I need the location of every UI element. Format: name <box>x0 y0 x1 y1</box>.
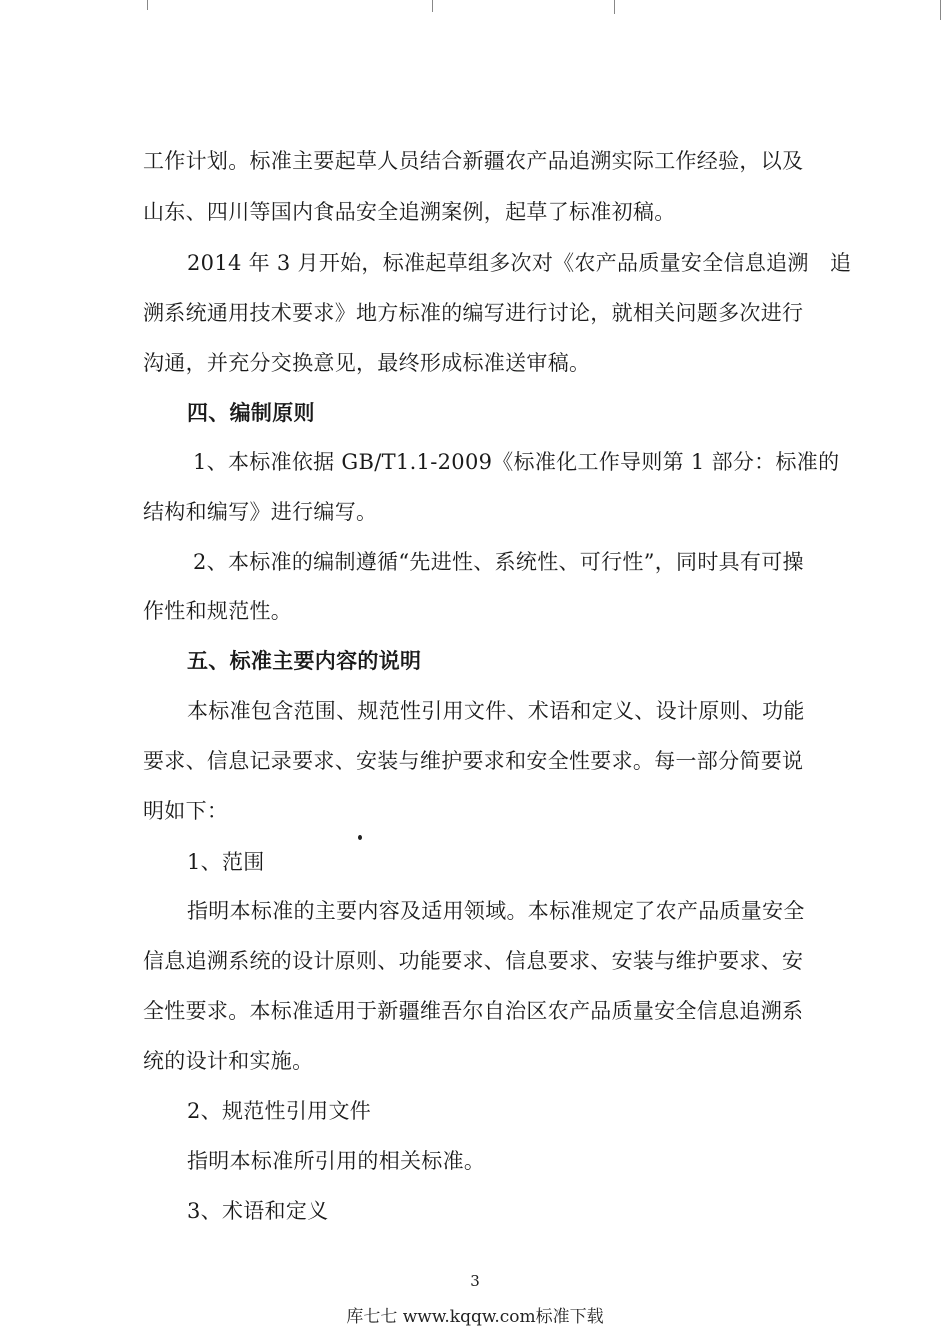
body-text-line: 指明本标准的主要内容及适用领域。本标准规定了农产品质量安全 <box>187 899 805 923</box>
body-text-line: 信息追溯系统的设计原则、功能要求、信息要求、安装与维护要求、安 <box>143 949 804 973</box>
scan-speck <box>358 835 362 840</box>
section-heading: 四、编制原则 <box>187 400 315 425</box>
scan-mark <box>940 0 941 20</box>
body-text-line: 1、本标准依据 GB/T1.1-2009《标准化工作导则第 1 部分：标准的 <box>193 450 840 474</box>
body-text-line: 统的设计和实施。 <box>143 1049 314 1073</box>
body-text-line: 明如下： <box>143 799 229 823</box>
footer-watermark-text: 库七七 www.kqqw.com标准下载 <box>346 1307 604 1327</box>
subsection-heading: 2、规范性引用文件 <box>187 1099 372 1123</box>
body-text-line: 2、本标准的编制遵循“先进性、系统性、可行性”，同时具有可操 <box>193 550 804 574</box>
section-heading: 五、标准主要内容的说明 <box>187 648 422 673</box>
scan-mark <box>614 0 615 14</box>
body-text-line: 工作计划。标准主要起草人员结合新疆农产品追溯实际工作经验，以及 <box>143 149 804 173</box>
page-number: 3 <box>470 1272 480 1290</box>
body-text-line: 山东、四川等国内食品安全追溯案例，起草了标准初稿。 <box>143 200 676 224</box>
body-text-line: 2014 年 3 月开始，标准起草组多次对《农产品质量安全信息追溯 追 <box>187 251 852 275</box>
scan-mark <box>432 0 433 12</box>
body-text-line: 指明本标准所引用的相关标准。 <box>187 1149 486 1173</box>
body-text-line: 本标准包含范围、规范性引用文件、术语和定义、设计原则、功能 <box>187 699 805 723</box>
subsection-heading: 3、术语和定义 <box>187 1199 329 1223</box>
body-text-line: 作性和规范性。 <box>143 599 293 623</box>
body-text-line: 要求、信息记录要求、安装与维护要求和安全性要求。每一部分简要说 <box>143 749 804 773</box>
body-text-line: 沟通，并充分交换意见，最终形成标准送审稿。 <box>143 351 591 375</box>
scan-mark <box>147 0 148 10</box>
body-text-line: 全性要求。本标准适用于新疆维吾尔自治区农产品质量安全信息追溯系 <box>143 999 804 1023</box>
subsection-heading: 1、范围 <box>187 850 265 874</box>
body-text-line: 结构和编写》进行编写。 <box>143 500 378 524</box>
body-text-line: 溯系统通用技术要求》地方标准的编写进行讨论，就相关问题多次进行 <box>143 301 804 325</box>
